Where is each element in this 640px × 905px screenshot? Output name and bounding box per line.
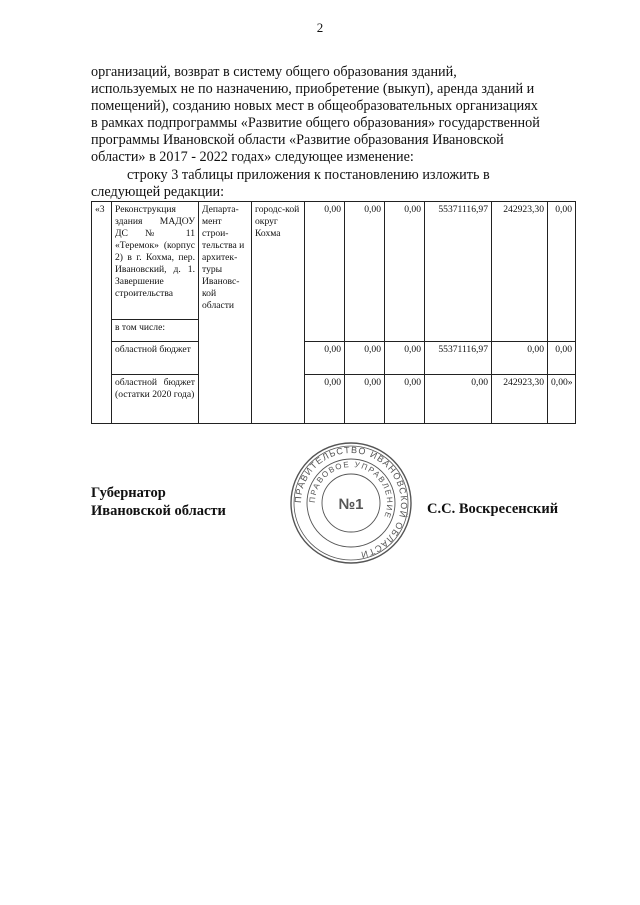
municipality-cell: городс-кой округ Кохма [252,202,305,424]
value-cell: 242923,30 [492,202,548,342]
value-cell: 0,00 [305,375,345,424]
value-cell: 55371116,97 [425,202,492,342]
instruction-paragraph [91,167,575,201]
instruction-line: следующей редакции: [91,184,225,200]
value-cell: 0,00 [345,375,385,424]
value-cell: 0,00 [492,342,548,375]
instruction-line: строку 3 таблицы приложения к постановлению изложить в [127,167,490,183]
official-seal [289,441,413,565]
intro-line: в рамках подпрограммы «Развитие общего образования» государственной [91,115,540,131]
value-cell: 55371116,97 [425,342,492,375]
table-row [92,202,576,320]
value-cell: 0,00 [345,202,385,342]
value-cell: 0,00 [305,202,345,342]
signatory-name: С.С. Воскресенский [427,501,559,517]
including-label: в том числе: [112,320,199,342]
seal-inner-text: ПРАВОВОЕ УПРАВЛЕНИЕ [307,459,395,521]
value-cell: 0,00 [548,202,576,342]
seal-outer-text: ПРАВИТЕЛЬСТВО ИВАНОВСКОЙ ОБЛАСТИ [292,444,410,561]
value-cell: 0,00 [548,342,576,375]
intro-paragraph [91,64,575,166]
table-row [92,342,576,375]
intro-line: области» в 2017 - 2022 годах» следующее изменение: [91,149,414,165]
budget-label: областной бюджет (остатки 2020 года) [112,375,199,424]
amendment-table [91,201,576,424]
intro-line: используемых не по назначению, приобретение (выкуп), аренда зданий и [91,81,535,97]
intro-line: программы Ивановской области «Развитие образования Ивановской [91,132,504,148]
value-cell: 0,00 [305,342,345,375]
value-cell: 0,00 [385,342,425,375]
table-row [92,375,576,424]
intro-line: помещений), созданию новых мест в общеобразовательных организациях [91,98,538,114]
intro-line: организаций, возврат в систему общего образования зданий, [91,64,457,80]
row-number: «3 [92,202,112,424]
value-cell: 0,00 [425,375,492,424]
value-cell: 0,00 [385,202,425,342]
value-cell: 0,00 [385,375,425,424]
budget-label: областной бюджет [112,342,199,375]
object-name: Реконструкция здания МАДОУ ДС № 11 «Теремок» (корпус 2) в г. Кохма, пер. Ивановский, д. 1. Завершение строительства [112,202,199,320]
signatory-title [91,484,226,520]
value-cell: 242923,30 [492,375,548,424]
value-cell: 0,00» [548,375,576,424]
executor-cell: Департа-мент строи-тельства и архитек-туры Ивановс-кой области [199,202,252,424]
value-cell: 0,00 [345,342,385,375]
signatory-title-line: Губернатор [91,485,166,501]
signatory-title-line: Ивановской области [91,503,226,519]
seal-number: №1 [338,496,364,513]
page-number: 2 [316,20,324,35]
